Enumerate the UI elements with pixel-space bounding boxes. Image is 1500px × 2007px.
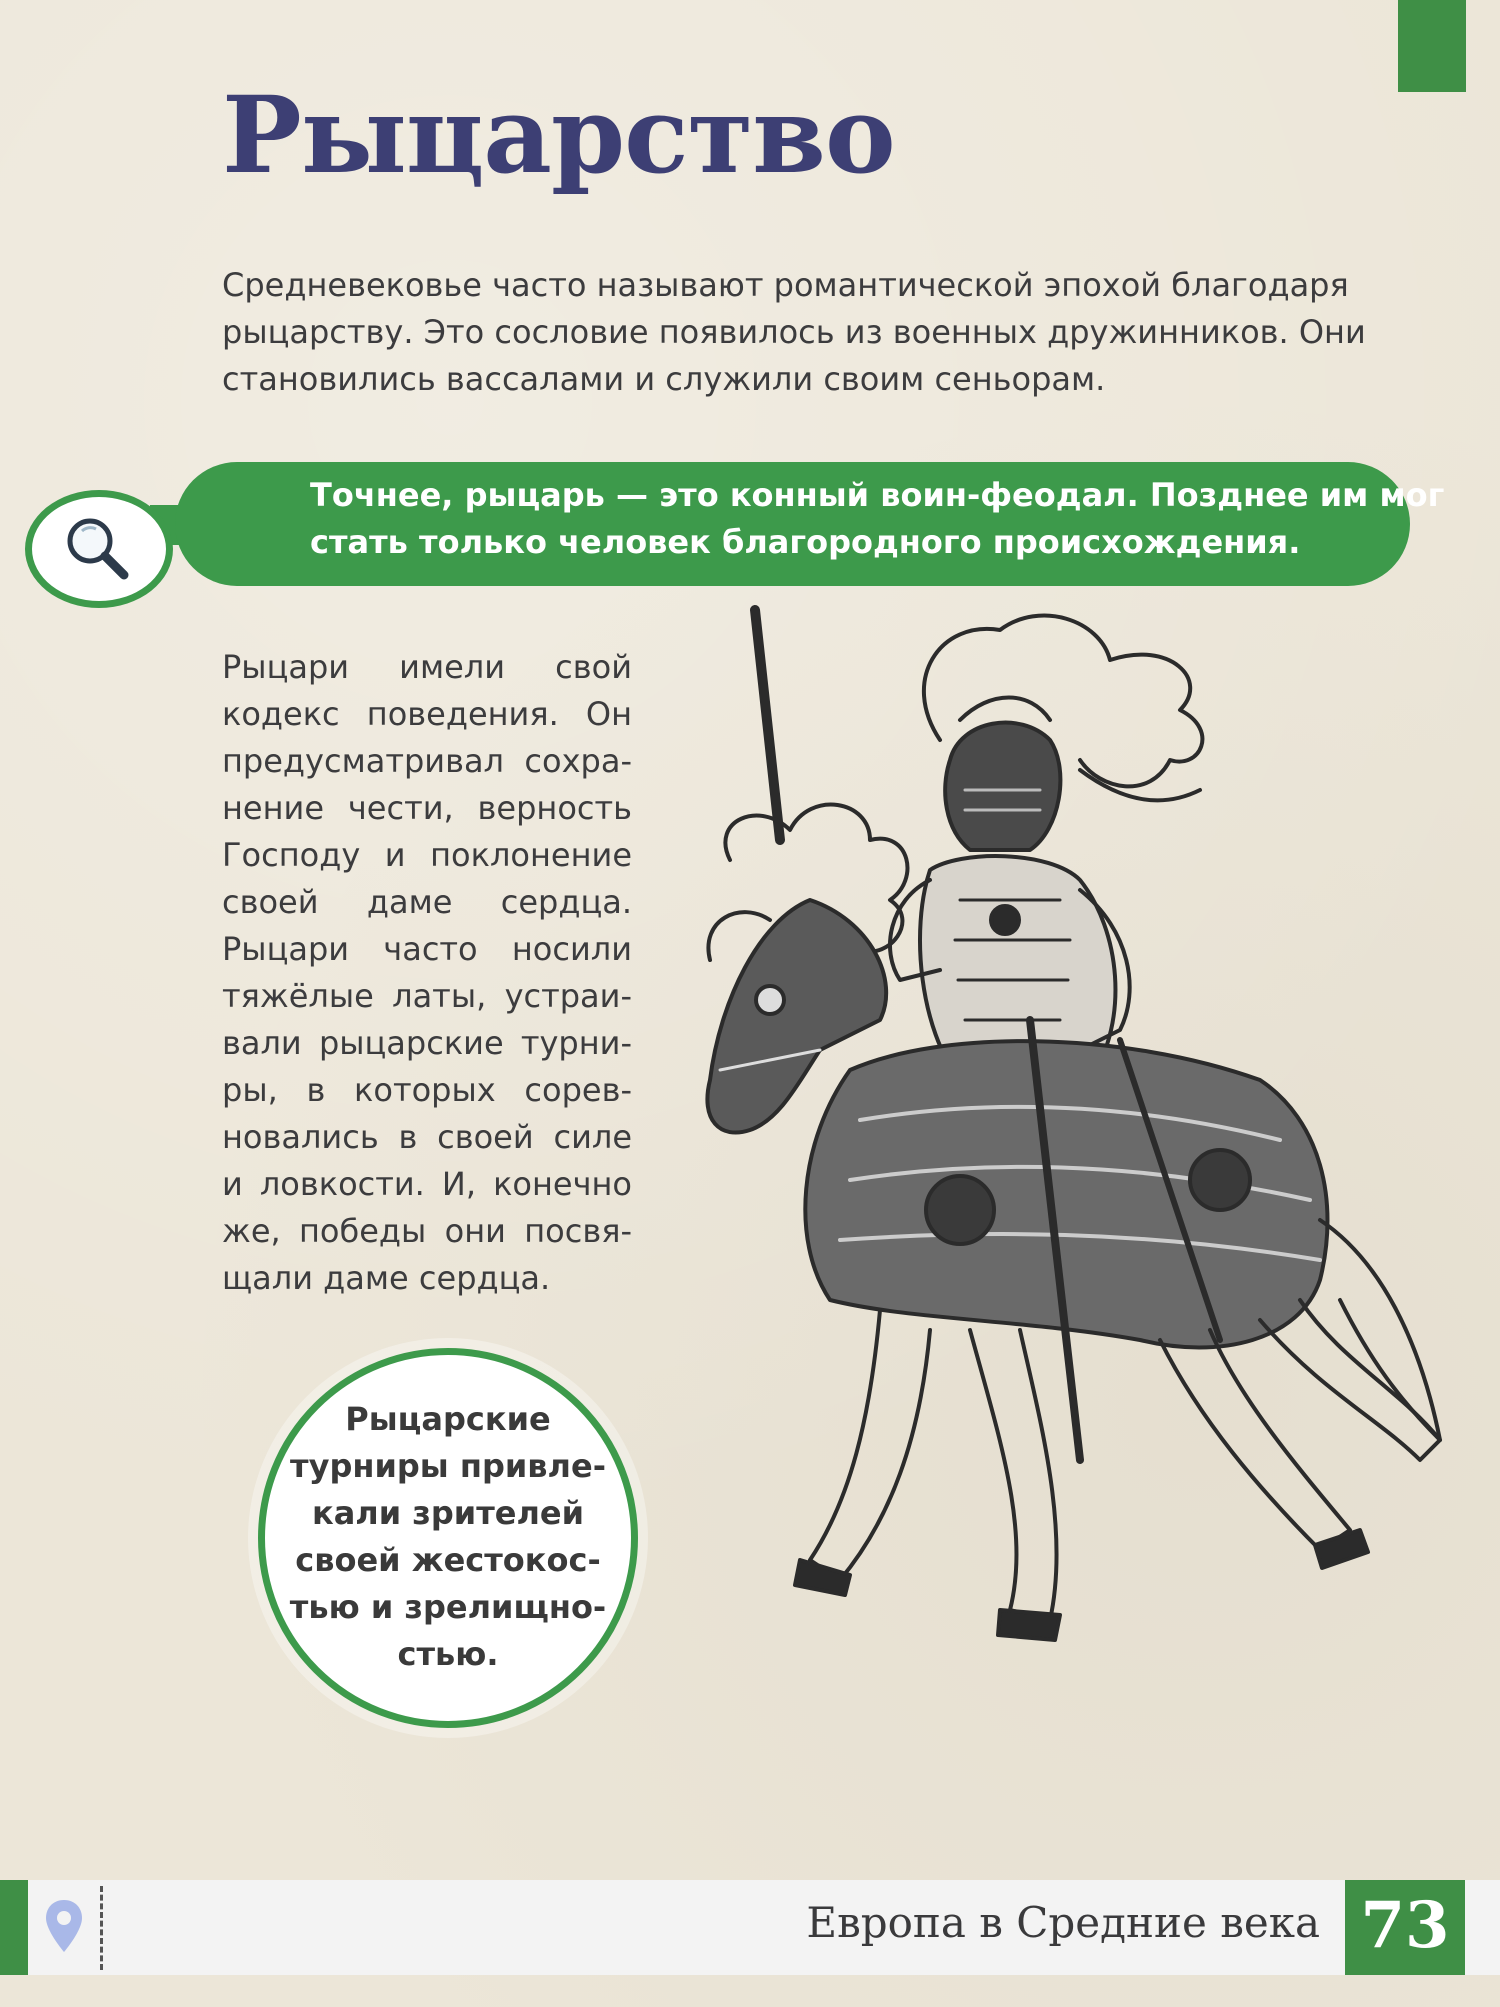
callout-line: Точнее, рыцарь — это конный воин-феодал. Позднее им мог	[310, 476, 1445, 514]
intro-line: Средневековье часто называют романтической эпохой благодаря	[222, 266, 1349, 304]
body-line: предусматривал сохра-	[222, 742, 632, 780]
body-line: и ловкости. И, конечно	[222, 1165, 632, 1203]
body-line: вали рыцарские турни-	[222, 1024, 632, 1062]
callout-text	[310, 472, 1445, 566]
magnifier-icon	[54, 509, 144, 589]
body-line: ры, в которых сорев-	[222, 1071, 632, 1109]
footer-divider	[100, 1886, 103, 1970]
page-title: Рыцарство	[222, 72, 895, 197]
body-line: Господу и поклонение	[222, 836, 632, 874]
body-line: тяжёлые латы, устраи-	[222, 977, 632, 1015]
map-pin-icon	[44, 1898, 84, 1954]
callout-line: стать только человек благородного происхождения.	[310, 523, 1301, 561]
knight-illustration	[700, 600, 1470, 1860]
body-paragraph	[222, 644, 632, 1302]
body-line: Рыцари имели свой	[222, 648, 632, 686]
search-badge	[25, 490, 173, 608]
body-line: кодекс поведения. Он	[222, 695, 632, 733]
fact-line: своей жестокос-	[295, 1541, 601, 1579]
fact-text	[258, 1396, 638, 1678]
fact-line: турниры привле-	[290, 1447, 606, 1485]
fact-line: кали зрителей	[311, 1494, 585, 1532]
fact-line: стью.	[397, 1635, 499, 1673]
body-line: же, победы они посвя-	[222, 1212, 632, 1250]
intro-paragraph	[222, 262, 1422, 403]
body-line: щали даме сердца.	[222, 1259, 551, 1297]
body-line: Рыцари часто носили	[222, 930, 632, 968]
fact-line: Рыцарские	[345, 1400, 551, 1438]
intro-line: рыцарству. Это сословие появилось из военных дружинников. Они	[222, 313, 1366, 351]
body-line: своей даме сердца.	[222, 883, 632, 921]
footer-section-title: Европа в Средние века	[806, 1898, 1320, 1947]
body-line: новались в своей силе	[222, 1118, 632, 1156]
body-line: нение чести, верность	[222, 789, 632, 827]
fact-line: тью и зрелищно-	[289, 1588, 607, 1626]
page-number: 73	[1360, 1888, 1450, 1963]
intro-line: становились вассалами и служили своим сеньорам.	[222, 360, 1106, 398]
footer-accent	[0, 1880, 28, 1975]
corner-tab	[1398, 0, 1466, 92]
